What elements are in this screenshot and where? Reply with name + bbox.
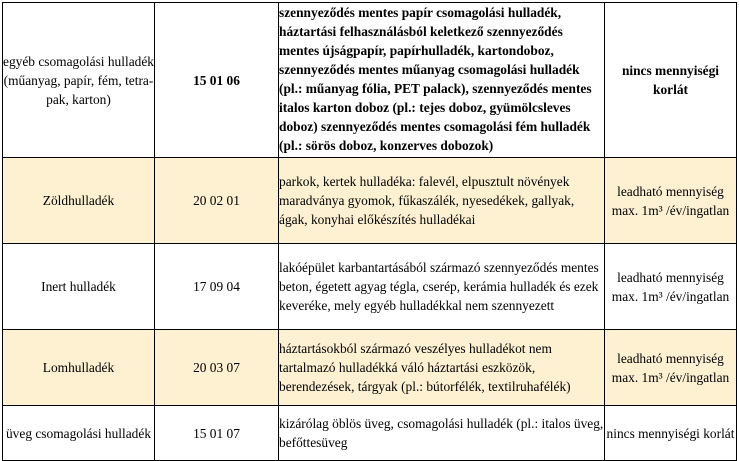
quantity-limit-cell: leadható mennyiség max. 1m³ /év/ingatlan bbox=[605, 330, 737, 406]
waste-code-cell: 15 01 07 bbox=[155, 406, 279, 461]
waste-code-cell: 17 09 04 bbox=[155, 244, 279, 330]
quantity-limit-cell: nincs mennyiségi korlát bbox=[605, 406, 737, 461]
waste-description-cell: lakóépület karbantartásából származó szennyeződés mentes beton, égetett agyag tégla, cserép, kerámia hulladék és ezek keveréke, mely egyéb hulladékkal nem szennyezett bbox=[279, 244, 605, 330]
waste-code-cell: 15 01 06 bbox=[155, 3, 279, 158]
waste-category-table bbox=[2, 2, 737, 461]
quantity-limit-cell: nincs mennyiségi korlát bbox=[605, 3, 737, 158]
waste-name-cell: egyéb csomagolási hulladék (műanyag, papír, fém, tetra-pak, karton) bbox=[3, 3, 155, 158]
table-row bbox=[3, 406, 737, 461]
quantity-limit-cell: leadható mennyiség max. 1m³ /év/ingatlan bbox=[605, 158, 737, 244]
waste-description-cell: kizárólag öblös üveg, csomagolási hulladék (pl.: italos üveg, befőttesüveg bbox=[279, 406, 605, 461]
table-row bbox=[3, 330, 737, 406]
table-row bbox=[3, 3, 737, 158]
waste-description-cell: szennyeződés mentes papír csomagolási hulladék, háztartási felhasználásból keletkező szennyeződés mentes újságpapír, papírhulladék, kartondoboz, szennyeződés mentes műanyag csomagolási hulladék (pl.: műanyag fólia, PET palack), szennyeződés mentes italos karton doboz (pl.: tejes doboz, gyümölcsleves doboz) szennyeződés mentes csomagolási fém hulladék (pl.: sörös doboz, konzerves dobozok) bbox=[279, 3, 605, 158]
waste-description-cell: háztartásokból származó veszélyes hulladékot nem tartalmazó hulladékká váló háztartási eszközök, berendezések, tárgyak (pl.: bútorfélék, textilruhafélék) bbox=[279, 330, 605, 406]
waste-name-cell: Zöldhulladék bbox=[3, 158, 155, 244]
waste-code-cell: 20 02 01 bbox=[155, 158, 279, 244]
waste-name-cell: Lomhulladék bbox=[3, 330, 155, 406]
quantity-limit-cell: leadható mennyiség max. 1m³ /év/ingatlan bbox=[605, 244, 737, 330]
waste-name-cell: Inert hulladék bbox=[3, 244, 155, 330]
table-row bbox=[3, 244, 737, 330]
waste-description-cell: parkok, kertek hulladéka: falevél, elpusztult növények maradványa gyomok, fűkaszálék, nyesedékek, gallyak, ágak, konyhai előkészítés hulladékai bbox=[279, 158, 605, 244]
waste-code-cell: 20 03 07 bbox=[155, 330, 279, 406]
waste-name-cell: üveg csomagolási hulladék bbox=[3, 406, 155, 461]
table-row bbox=[3, 158, 737, 244]
